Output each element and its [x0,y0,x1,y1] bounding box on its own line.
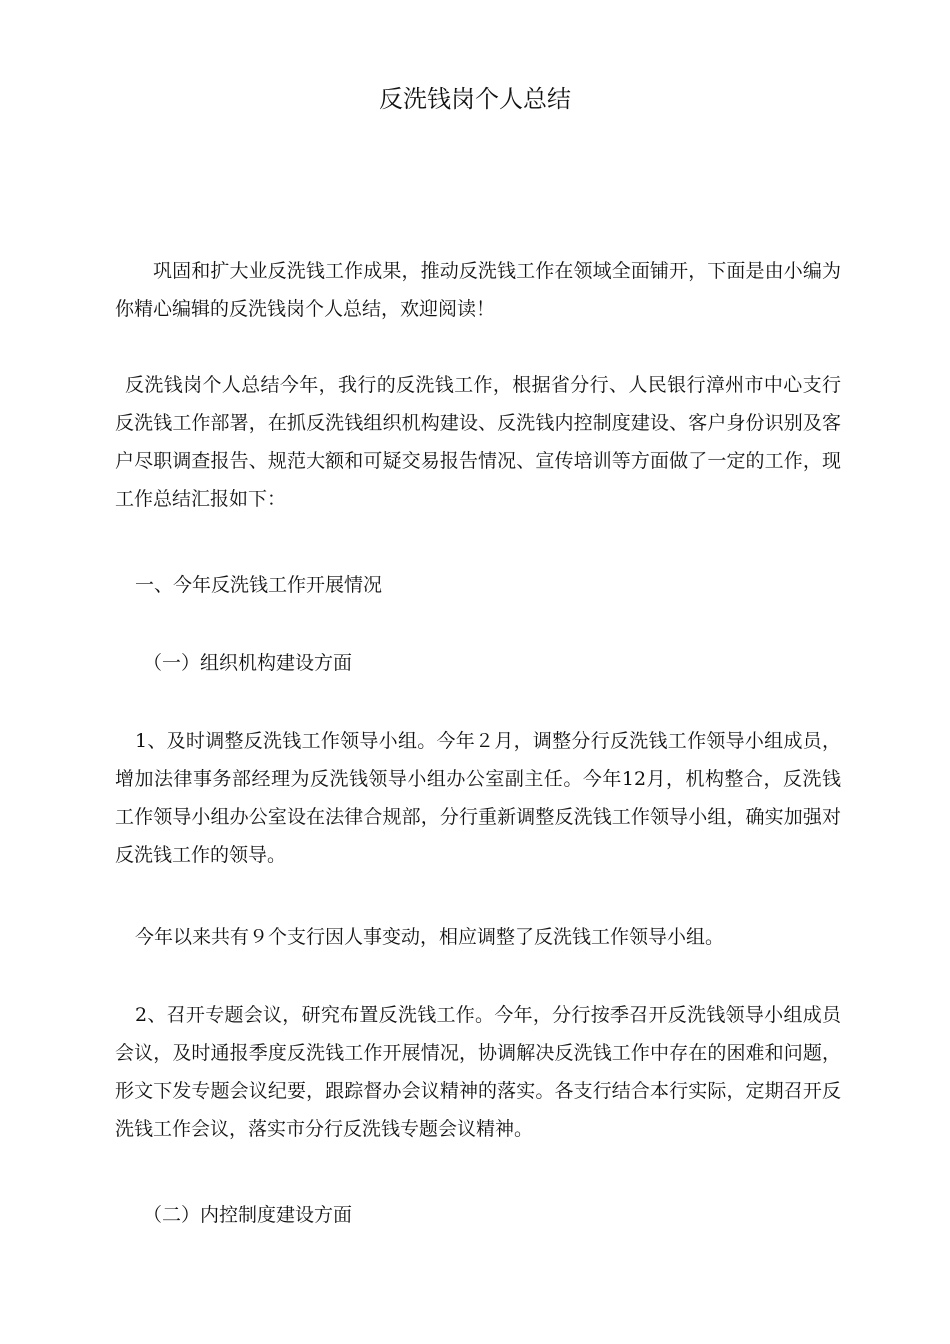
section-heading-1: 一、今年反洗钱工作开展情况 [135,574,383,596]
summary-paragraph: 反洗钱岗个人总结今年，我行的反洗钱工作，根据省分行、人民银行漳州市中心支行反洗钱工作部署，在抓反洗钱组织机构建设、反洗钱内控制度建设、客户身份识别及客户尽职调查报告、规范大额和可疑交易报告情况、宣传培训等方面做了一定的工作，现工作总结汇报如下： [115,374,841,510]
item-note-paragraph: 今年以来共有９个支行因人事变动，相应调整了反洗钱工作领导小组。 [135,926,725,948]
item-paragraph-1: 1、及时调整反洗钱工作领导小组。今年２月，调整分行反洗钱工作领导小组成员，增加法律事务部经理为反洗钱领导小组办公室副主任。今年12月，机构整合，反洗钱工作领导小组办公室设在法律合规部，分行重新调整反洗钱工作领导小组，确实加强对反洗钱工作的领导。 [115,730,841,866]
document-title: 反洗钱岗个人总结 [379,85,571,113]
subsection-heading-1: （一）组织机构建设方面 [143,652,353,674]
subsection-heading-2: （二）内控制度建设方面 [143,1204,353,1226]
item-paragraph-2: 2、召开专题会议，研究布置反洗钱工作。今年，分行按季召开反洗钱领导小组成员会议，及时通报季度反洗钱工作开展情况，协调解决反洗钱工作中存在的困难和问题，形文下发专题会议纪要，跟踪督办会议精神的落实。各支行结合本行实际，定期召开反洗钱工作会议，落实市分行反洗钱专题会议精神。 [115,1004,841,1140]
intro-paragraph: 巩固和扩大业反洗钱工作成果，推动反洗钱工作在领域全面铺开，下面是由小编为你精心编辑的反洗钱岗个人总结，欢迎阅读！ [115,260,841,320]
